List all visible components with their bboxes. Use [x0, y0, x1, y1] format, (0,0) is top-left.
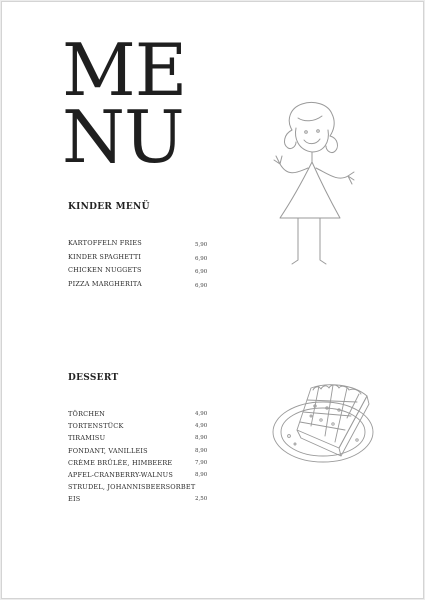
list-item: [68, 459, 218, 471]
pie-drawing-illustration: [267, 374, 383, 468]
list-item: [68, 266, 218, 280]
item-name: TIRAMISU: [68, 434, 106, 443]
list-item: [68, 280, 218, 294]
item-name: EIS: [68, 495, 81, 504]
menu-title-line-2: NU: [62, 95, 184, 179]
item-name: KINDER SPAGHETTI: [68, 252, 142, 261]
dessert-list: [68, 410, 218, 508]
item-price: 5,90: [195, 242, 208, 248]
item-name: CHICKEN NUGGETS: [68, 266, 142, 275]
item-price: 8,90: [195, 471, 208, 478]
list-item: [68, 422, 218, 434]
item-price: 7,90: [195, 459, 208, 466]
item-name: APFEL-CRANBERRY-WALNUS: [68, 470, 173, 479]
list-item: [68, 483, 218, 495]
item-price: 2,50: [195, 496, 208, 503]
child-drawing-illustration: [268, 100, 358, 275]
item-price: 8,90: [195, 447, 208, 454]
item-name: TORTENSTÜCK: [68, 422, 124, 431]
list-item: [68, 471, 218, 483]
menu-page: [1, 1, 424, 599]
item-price: 6,90: [195, 269, 208, 276]
item-name: FONDANT, VANILLEIS: [68, 446, 148, 455]
item-price: 4,90: [195, 423, 208, 430]
list-item: [68, 239, 218, 253]
item-name: KARTOFFELN FRIES: [68, 239, 142, 247]
list-item: [68, 447, 218, 459]
item-price: 6,90: [195, 282, 208, 289]
item-name: CRÈME BRÛLÉE, HIMBEERE: [68, 458, 173, 467]
item-name: PIZZA MARGHERITA: [68, 279, 142, 288]
item-price: 4,90: [195, 411, 208, 417]
item-price: 8,90: [195, 435, 208, 442]
list-item: [68, 410, 218, 422]
item-name: STRUDEL, JOHANNISBEERSORBET: [68, 483, 196, 492]
list-item: [68, 495, 218, 507]
list-item: [68, 253, 218, 267]
list-item: [68, 434, 218, 446]
dessert-heading: DESSERT: [68, 373, 119, 383]
menu-title-line-1: ME: [62, 28, 187, 112]
item-price: 6,90: [195, 255, 208, 262]
kinder-menu-heading: KINDER MENÜ: [68, 202, 150, 212]
item-name: TÖRCHEN: [68, 410, 106, 418]
kinder-menu-list: [68, 239, 218, 293]
